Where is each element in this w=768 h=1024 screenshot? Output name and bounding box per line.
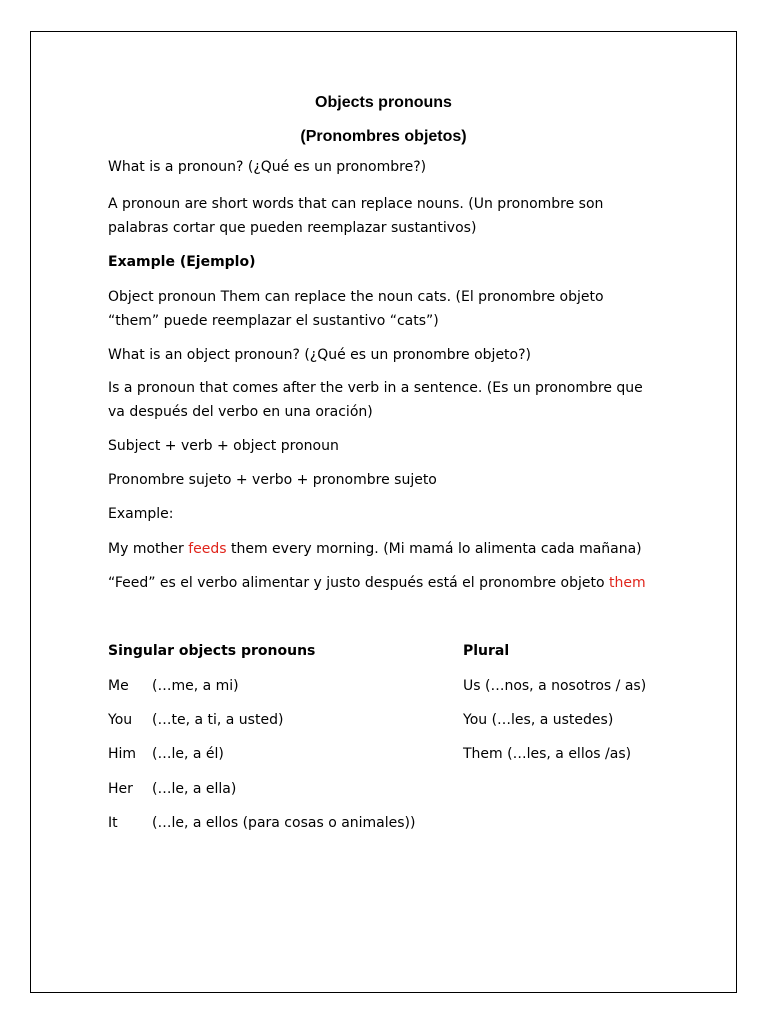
answer-line-1: A pronoun are short words that can replace nouns. (Un pronombre son: [108, 196, 604, 212]
plural-entry: Us (…nos, a nosotros / as): [463, 678, 647, 694]
explanation-text: “Feed” es el verbo alimentar y justo después está el pronombre objeto: [108, 575, 609, 591]
singular-meaning: (…me, a mi): [152, 678, 239, 694]
singular-meaning: (…le, a ella): [152, 781, 237, 797]
highlighted-pronoun: them: [608, 575, 646, 591]
example-sentence-start: My mother: [108, 541, 189, 557]
plural-header: Plural: [463, 643, 510, 659]
example-heading: Example (Ejemplo): [108, 254, 256, 270]
formula-english: Subject + verb + object pronoun: [108, 438, 339, 454]
singular-pronoun: Me: [108, 678, 129, 694]
formula-spanish: Pronombre sujeto + verbo + pronombre sujeto: [108, 472, 437, 488]
highlighted-verb: feeds: [188, 541, 227, 557]
object-pronoun-answer-line-2: va después del verbo en una oración): [108, 404, 373, 420]
example-line-2: “them” puede reemplazar el sustantivo “cats”): [108, 313, 439, 329]
singular-pronoun: Him: [108, 746, 137, 762]
explanation-sentence: [108, 571, 668, 595]
plural-entry: Them (…les, a ellos /as): [463, 746, 632, 762]
singular-header: Singular objects pronouns: [108, 643, 316, 659]
singular-meaning: (…le, a ellos (para cosas o animales)): [152, 815, 416, 831]
singular-meaning: (…le, a él): [152, 746, 224, 762]
document-subtitle: (Pronombres objetos): [300, 128, 467, 145]
question-object-pronoun: What is an object pronoun? (¿Qué es un pronombre objeto?): [108, 347, 532, 363]
object-pronoun-answer-line-1: Is a pronoun that comes after the verb in a sentence. (Es un pronombre que: [108, 380, 643, 396]
example-sentence-end: them every morning. (Mi mamá lo alimenta cada mañana): [226, 541, 642, 557]
plural-entry: You (…les, a ustedes): [463, 712, 614, 728]
answer-line-2: palabras cortar que pueden reemplazar sustantivos): [108, 220, 477, 236]
singular-pronoun: It: [108, 815, 118, 831]
document-page: [30, 31, 737, 993]
example-label: Example:: [108, 506, 174, 522]
document-title: Objects pronouns: [315, 94, 452, 111]
question-what-is-pronoun: What is a pronoun? (¿Qué es un pronombre?): [108, 159, 427, 175]
singular-meaning: (…te, a ti, a usted): [152, 712, 284, 728]
singular-pronoun: Her: [108, 781, 133, 797]
example-sentence: [108, 537, 668, 561]
example-line-1: Object pronoun Them can replace the noun cats. (El pronombre objeto: [108, 289, 604, 305]
singular-pronoun: You: [108, 712, 133, 728]
